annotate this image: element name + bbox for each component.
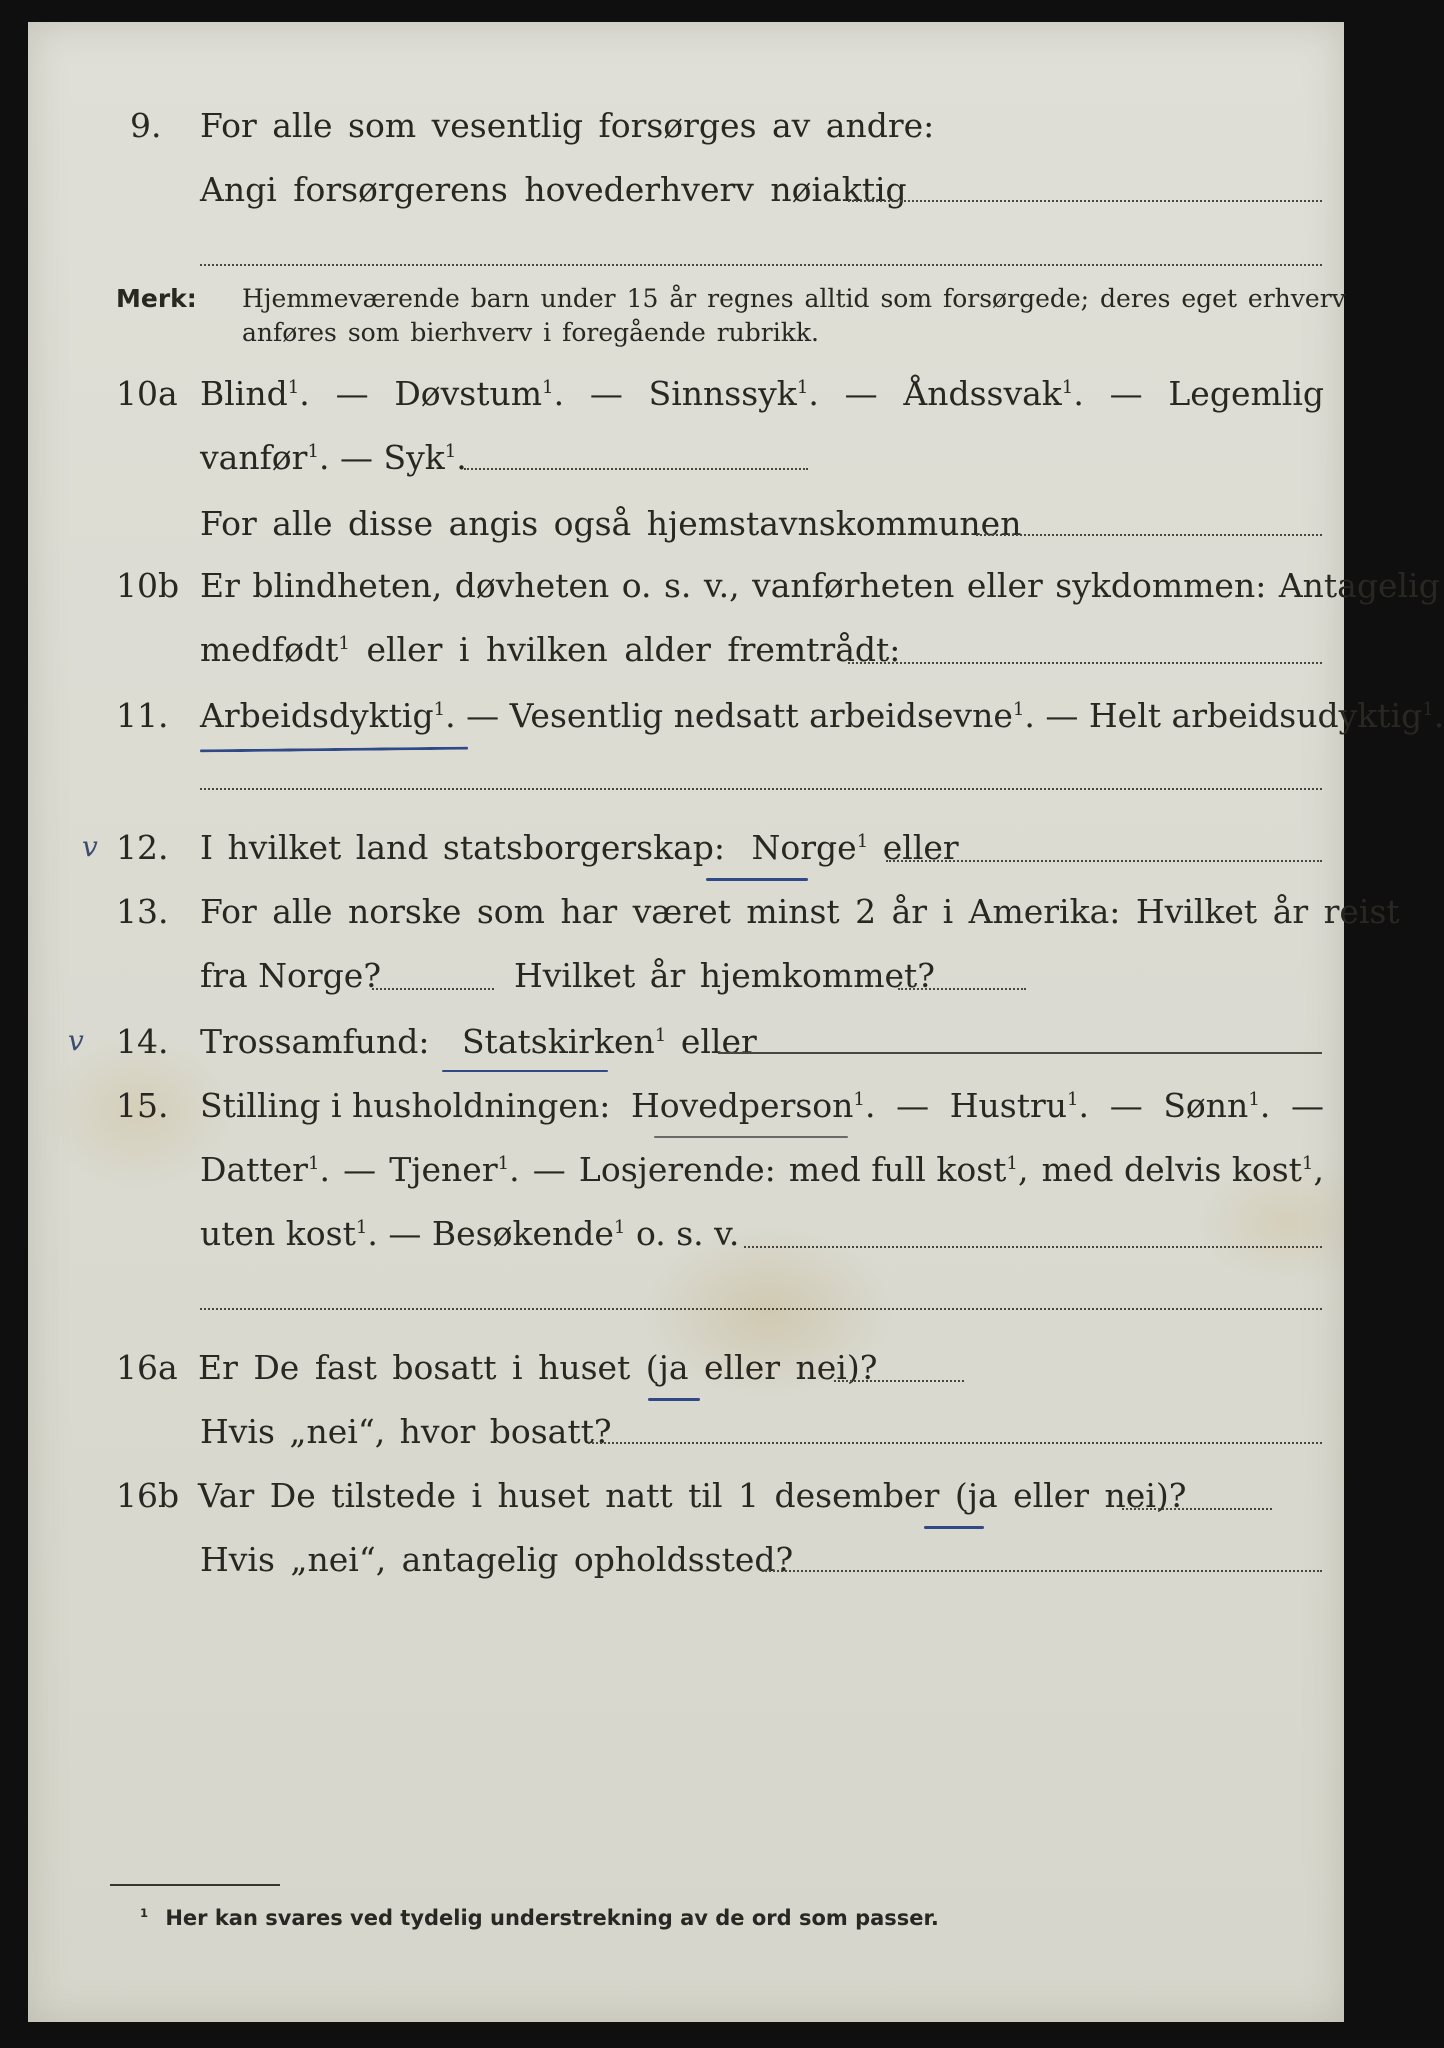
q14-statskirken-text: Statskirken <box>461 1022 655 1061</box>
q10b-line2-rest: eller i hvilken alder fremtrådt: <box>366 630 901 669</box>
q16a-number: 16a <box>116 1348 178 1387</box>
q13-fra-answer-line[interactable] <box>372 988 494 990</box>
q10a-dovstum-text: Døvstum <box>394 374 543 413</box>
q11-option-helt[interactable]: Helt arbeidsudyktig$^1$. <box>1088 696 1444 735</box>
dash: — <box>896 1086 930 1125</box>
q15-osv: o. s. v. <box>635 1214 740 1253</box>
footnote-ref: 1 <box>497 1153 510 1174</box>
q13-hjem-answer-line[interactable] <box>898 988 1026 990</box>
q15-option-tjener[interactable]: Tjener$^1$. <box>389 1150 520 1189</box>
footnote <box>140 1906 939 1930</box>
dash: — <box>343 1150 377 1189</box>
q11-vesentlig-text: Vesentlig nedsatt arbeidsevne <box>509 696 1013 735</box>
q10a-syk-text: Syk <box>383 438 445 477</box>
q10a-line1 <box>200 374 1324 413</box>
merk-line1: Hjemmeværende barn under 15 år regnes alltid som forsørgede; deres eget erhverv <box>242 284 1346 313</box>
merk-line2: anføres som bierhverv i foregående rubrikk. <box>242 318 819 347</box>
q13-fra: fra Norge? <box>200 956 382 995</box>
footnote-ref: 1 <box>444 441 457 462</box>
dash: — <box>844 374 878 413</box>
dash: — <box>466 696 500 735</box>
dash: — <box>589 374 623 413</box>
footnote-ref: 1 <box>1067 1089 1079 1110</box>
q11-option-vesentlig[interactable]: Vesentlig nedsatt arbeidsevne$^1$. <box>509 696 1035 735</box>
footnote-ref: 1 <box>654 1025 667 1046</box>
footnote-ref: 1 <box>613 1217 626 1238</box>
footnote-ref: 1 <box>542 377 554 398</box>
footnote-ref: 1 <box>307 441 319 462</box>
q15-tjener-text: Tjener <box>389 1150 498 1189</box>
q12-check-mark: v <box>82 830 98 863</box>
q15-datter-text: Datter <box>200 1150 308 1189</box>
q10a-answer-line[interactable] <box>464 468 808 470</box>
q14-option-statskirken[interactable] <box>462 1022 666 1061</box>
q15-option-fullkost[interactable]: med full kost$^1$, <box>788 1150 1029 1189</box>
q15-sonn-text: Sønn <box>1163 1086 1249 1125</box>
footnote-ref: 1 <box>338 633 350 654</box>
q11-line1 <box>200 696 1444 735</box>
q11-handwritten-underline <box>200 747 468 753</box>
q16b-line2: Hvis „nei“, antagelig opholdssted? <box>200 1540 794 1579</box>
q16a-answer-line[interactable] <box>834 1380 964 1382</box>
q14-label: Trossamfund: <box>200 1022 430 1061</box>
q10b-line2 <box>200 630 900 669</box>
q10a-option-andssvak[interactable]: Åndssvak$^1$. <box>903 374 1084 413</box>
q10b-answer-line[interactable] <box>848 662 1322 664</box>
q15-hovedperson-text: Hovedperson <box>630 1086 854 1125</box>
q16a-line2: Hvis „nei“, hvor bosatt? <box>200 1412 612 1451</box>
q12-line <box>200 828 959 867</box>
dash: — <box>1109 374 1143 413</box>
q15-option-utenkost[interactable]: uten kost$^1$. <box>200 1214 378 1253</box>
q10a-option-sinnssyk[interactable]: Sinnssyk$^1$. <box>648 374 819 413</box>
q15-faint-underline <box>654 1136 848 1138</box>
q16b-number: 16b <box>116 1476 180 1515</box>
q14-line <box>200 1022 757 1061</box>
q9-line1: For alle som vesentlig forsørges av andre: <box>200 106 935 145</box>
q16b-line1: Var De tilstede i huset natt til 1 desember (ja eller nei)? <box>198 1476 1187 1515</box>
q14-handwritten-underline <box>442 1070 608 1072</box>
q15-label: Stilling i husholdningen: <box>200 1086 611 1125</box>
q15-option-datter[interactable]: Datter$^1$. <box>200 1150 331 1189</box>
footnote-mark: 1 <box>140 1906 149 1920</box>
q12-norge-text: Norge <box>751 828 857 867</box>
q15-utenkost-text: uten kost <box>200 1214 356 1253</box>
dash: — <box>1109 1086 1143 1125</box>
q14-number: 14. <box>116 1022 169 1061</box>
q10a-sinnssyk-text: Sinnssyk <box>648 374 797 413</box>
footnote-ref: 1 <box>433 699 446 720</box>
q9-answer-line-2[interactable] <box>200 264 1322 266</box>
dash: — <box>335 374 369 413</box>
footnote-ref: 1 <box>287 377 300 398</box>
footnote-ref: 1 <box>307 1153 320 1174</box>
q9-line2: Angi forsørgerens hovederhverv nøiaktig <box>200 170 907 209</box>
q11-number: 11. <box>116 696 169 735</box>
q12-label: I hvilket land statsborgerskap: <box>200 828 726 867</box>
q16b-opholdssted-line[interactable] <box>762 1570 1322 1572</box>
q9-number: 9. <box>130 106 162 145</box>
q12-answer-line[interactable] <box>886 860 1322 862</box>
q15-option-besokende[interactable] <box>432 1214 626 1253</box>
dash: — <box>339 438 373 477</box>
footnote-text: Her kan svares ved tydelig understrekning av de ord som passer. <box>165 1906 939 1930</box>
q10a-line2 <box>200 438 467 477</box>
q10a-line3: For alle disse angis også hjemstavnskommunen <box>200 504 1022 543</box>
footnote-ref: 1 <box>1061 377 1074 398</box>
q13-number: 13. <box>116 892 169 931</box>
q14-eller: eller <box>680 1022 757 1061</box>
dash: — <box>388 1214 422 1253</box>
q15-fullkost-text: med full kost <box>788 1150 1007 1189</box>
q15-option-hovedperson[interactable]: Hovedperson$^1$. <box>630 1086 876 1125</box>
q10a-vanfor-text: vanfør <box>200 438 308 477</box>
q11-option-arbeidsdyktig[interactable]: Arbeidsdyktig$^1$. <box>200 696 456 735</box>
q10b-option-medfodt[interactable] <box>200 630 350 669</box>
q11-arbeidsdyktig-text: Arbeidsdyktig <box>200 696 434 735</box>
q15-delviskost-text: med delvis kost <box>1041 1150 1302 1189</box>
q15-answer-line[interactable] <box>744 1246 1322 1248</box>
footnote-ref: 1 <box>1012 699 1025 720</box>
q15-option-delviskost[interactable]: med delvis kost$^1$, <box>1041 1150 1324 1189</box>
footnote-ref: 1 <box>1301 1153 1314 1174</box>
q10b-number: 10b <box>116 566 180 605</box>
q15-number: 15. <box>116 1086 169 1125</box>
q11-helt-text: Helt arbeidsudyktig <box>1088 696 1423 735</box>
dash: — <box>532 1150 566 1189</box>
footnote-ref: 1 <box>856 831 869 852</box>
q15-option-sonn[interactable]: Sønn$^1$. <box>1163 1086 1271 1125</box>
q16b-answer-line[interactable] <box>1122 1508 1272 1510</box>
q15-hustru-text: Hustru <box>949 1086 1067 1125</box>
q15-answer-line-2[interactable] <box>200 1308 1322 1310</box>
q10a-option-blind[interactable]: Blind$^1$. <box>200 374 310 413</box>
q10a-option-syk[interactable]: Syk$^1$. <box>383 438 467 477</box>
footnote-ref: 1 <box>853 1089 865 1110</box>
q10a-option-vanfor[interactable]: vanfør$^1$. <box>200 438 330 477</box>
q12-number: 12. <box>116 828 169 867</box>
q12-option-norge[interactable] <box>752 828 869 867</box>
q10b-line1: Er blindheten, døvheten o. s. v., vanførheten eller sykdommen: Antagelig <box>200 566 1440 605</box>
q15-line2 <box>200 1150 1324 1189</box>
q13-line1: For alle norske som har været minst 2 år i Amerika: Hvilket år reist <box>200 892 1400 931</box>
footnote-ref: 1 <box>1248 1089 1260 1110</box>
q14-check-mark: v <box>68 1024 84 1057</box>
q15-losjerende: Losjerende: <box>578 1150 776 1189</box>
q16a-handwritten-underline <box>648 1398 700 1401</box>
q10a-blind-text: Blind <box>200 374 288 413</box>
footnote-ref: 1 <box>1422 699 1434 720</box>
q10b-medfodt-text: medfødt <box>200 630 339 669</box>
q11-answer-line[interactable] <box>200 788 1322 790</box>
q10a-hjemstavn-line[interactable] <box>976 534 1322 536</box>
q12-handwritten-underline <box>706 878 808 881</box>
q10a-option-legemlig[interactable]: Legemlig <box>1168 374 1324 413</box>
footnote-ref: 1 <box>355 1217 368 1238</box>
q15-besokende-text: Besøkende <box>431 1214 614 1253</box>
q16b-handwritten-underline <box>924 1526 984 1529</box>
footnote-ref: 1 <box>1006 1153 1018 1174</box>
q14-answer-line[interactable] <box>718 1052 1322 1054</box>
dash: — <box>1045 696 1079 735</box>
q10a-andssvak-text: Åndssvak <box>903 374 1062 413</box>
q10a-option-dovstum[interactable]: Døvstum$^1$. <box>394 374 565 413</box>
q15-option-hustru[interactable]: Hustru$^1$. <box>949 1086 1090 1125</box>
q9-answer-line[interactable] <box>848 200 1322 202</box>
q15-line3 <box>200 1214 739 1253</box>
q13-hjem: Hvilket år hjemkommet? <box>514 956 935 995</box>
q15-line1 <box>200 1086 1324 1125</box>
footnote-ref: 1 <box>796 377 809 398</box>
q12-eller: eller <box>882 828 959 867</box>
q16a-bosatt-line[interactable] <box>588 1442 1322 1444</box>
q16a-line1: Er De fast bosatt i huset (ja eller nei)? <box>198 1348 878 1387</box>
dash: — <box>1291 1086 1324 1125</box>
census-form-page <box>28 22 1444 2022</box>
footnote-rule <box>110 1884 280 1886</box>
merk-label: Merk: <box>116 284 197 313</box>
q10a-number: 10a <box>116 374 178 413</box>
